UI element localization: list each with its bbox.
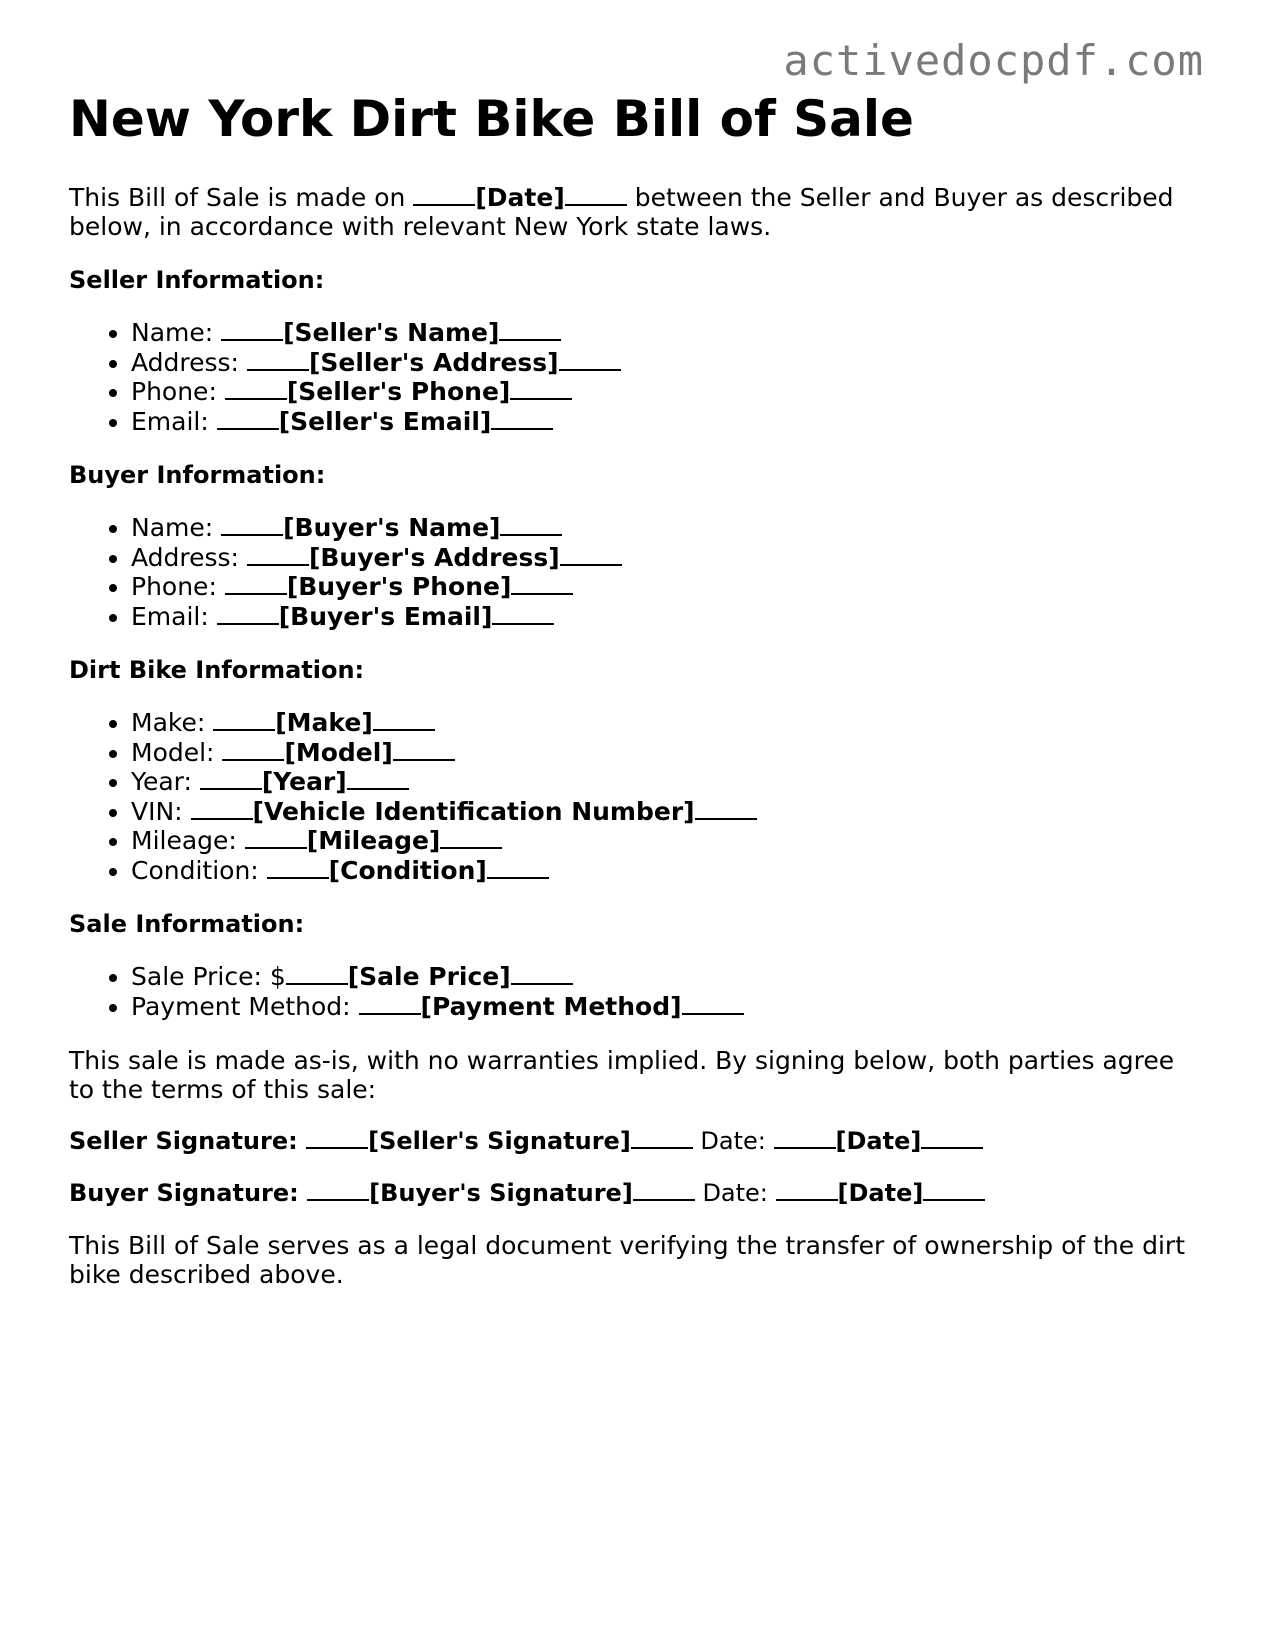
buyer-info-list (69, 513, 1199, 631)
list-item (131, 377, 1199, 407)
year-field: [Year] (261, 767, 347, 796)
blank-line (487, 876, 549, 879)
blank-line (565, 203, 627, 206)
buyer-signature-field: [Buyer's Signature] (369, 1179, 633, 1207)
blank-line (306, 1146, 368, 1149)
field-label: Phone: (131, 377, 225, 406)
field-label: Condition: (131, 855, 267, 885)
mileage-field: [Mileage] (306, 826, 441, 855)
buyer-phone-field: [Buyer's Phone] (286, 572, 512, 601)
blank-line (682, 1012, 744, 1015)
blank-line (200, 787, 262, 790)
model-field: [Model] (284, 737, 393, 767)
blank-line (347, 787, 409, 790)
list-item (131, 708, 1199, 738)
list-item (131, 572, 1199, 602)
list-item (131, 738, 1199, 768)
blank-line (221, 533, 283, 536)
intro-text-before: This Bill of Sale is made on (69, 183, 414, 212)
seller-info-list (69, 318, 1199, 436)
buyer-address-field: [Buyer's Address] (308, 542, 560, 572)
list-item (131, 513, 1199, 543)
blank-line (923, 1198, 985, 1201)
blank-line (373, 728, 435, 731)
bike-info-list (69, 708, 1199, 885)
as-is-notice: This sale is made as-is, with no warranties implied. By signing below, both parties agree to the terms of this sale: (69, 1046, 1175, 1104)
blank-line (510, 397, 572, 400)
buyer-info-heading: Buyer Information: (69, 461, 326, 489)
buyer-name-field: [Buyer's Name] (283, 513, 501, 542)
field-label: Address: (131, 347, 247, 377)
buyer-signature-label: Buyer Signature: (69, 1179, 308, 1207)
field-label: Make: (131, 708, 214, 737)
blank-line (921, 1146, 983, 1149)
date-label: Date: (692, 1127, 774, 1155)
blank-line (633, 1198, 695, 1201)
field-label: Email: (131, 406, 217, 436)
bike-info-heading: Dirt Bike Information: (69, 656, 365, 684)
field-label: Year: (131, 767, 200, 796)
blank-line (776, 1198, 838, 1201)
seller-date-field: [Date] (835, 1127, 922, 1155)
blank-line (511, 982, 573, 985)
blank-line (500, 533, 562, 536)
blank-line (247, 563, 309, 566)
intro-paragraph (69, 183, 1199, 241)
field-label: Sale Price: $ (131, 962, 286, 991)
sale-info-list (69, 962, 1199, 1021)
field-label: Name: (131, 513, 222, 542)
blank-line (393, 758, 455, 761)
list-item (131, 602, 1199, 632)
field-label: VIN: (131, 796, 191, 826)
buyer-email-field: [Buyer's Email] (278, 601, 493, 631)
list-item (131, 962, 1199, 992)
blank-line (440, 846, 502, 849)
seller-name-field: [Seller's Name] (283, 318, 500, 347)
blank-line (559, 368, 621, 371)
list-item (131, 856, 1199, 886)
blank-line (213, 728, 275, 731)
list-item (131, 543, 1199, 573)
blank-line (191, 817, 253, 820)
field-label: Payment Method: (131, 991, 359, 1021)
intro-text-after: between the Seller and Buyer as described below, in accordance with relevant New York state laws. (69, 183, 1174, 241)
list-item (131, 797, 1199, 827)
list-item (131, 348, 1199, 378)
payment-method-field: [Payment Method] (420, 991, 682, 1021)
blank-line (560, 563, 622, 566)
make-field: [Make] (275, 708, 373, 737)
blank-line (247, 368, 309, 371)
blank-line (225, 397, 287, 400)
blank-line (307, 1198, 369, 1201)
seller-email-field: [Seller's Email] (278, 406, 492, 436)
blank-line (491, 427, 553, 430)
blank-line (222, 758, 284, 761)
sale-price-field: [Sale Price] (347, 962, 511, 991)
blank-line (286, 982, 348, 985)
blank-line (774, 1146, 836, 1149)
list-item (131, 992, 1199, 1022)
closing-paragraph: This Bill of Sale serves as a legal document verifying the transfer of ownership of the dirt bike described above. (69, 1231, 1186, 1289)
vin-field: [Vehicle Identification Number] (252, 796, 695, 826)
condition-field: [Condition] (328, 855, 487, 885)
field-label: Name: (131, 318, 222, 347)
seller-signature-label: Seller Signature: (69, 1127, 307, 1155)
buyer-date-field: [Date] (837, 1179, 924, 1207)
date-field: [Date] (475, 183, 565, 212)
list-item (131, 318, 1199, 348)
blank-line (217, 622, 279, 625)
seller-signature-line (69, 1127, 1199, 1156)
field-label: Address: (131, 542, 247, 572)
buyer-signature-line (69, 1179, 1199, 1208)
list-item (131, 826, 1199, 856)
seller-info-heading: Seller Information: (69, 266, 325, 294)
seller-signature-field: [Seller's Signature] (368, 1127, 631, 1155)
list-item (131, 407, 1199, 437)
field-label: Model: (131, 737, 223, 767)
document-page (69, 88, 1199, 1289)
blank-line (695, 817, 757, 820)
blank-line (499, 338, 561, 341)
blank-line (359, 1012, 421, 1015)
watermark: activedocpdf.com (783, 36, 1204, 85)
blank-line (267, 876, 329, 879)
seller-phone-field: [Seller's Phone] (286, 377, 511, 406)
blank-line (217, 427, 279, 430)
list-item (131, 767, 1199, 797)
field-label: Mileage: (131, 826, 245, 855)
field-label: Phone: (131, 572, 225, 601)
blank-line (492, 622, 554, 625)
blank-line (631, 1146, 693, 1149)
date-label: Date: (694, 1179, 776, 1207)
blank-line (511, 592, 573, 595)
blank-line (221, 338, 283, 341)
seller-address-field: [Seller's Address] (308, 347, 559, 377)
blank-line (245, 846, 307, 849)
blank-line (225, 592, 287, 595)
page-title: New York Dirt Bike Bill of Sale (69, 90, 914, 148)
sale-info-heading: Sale Information: (69, 910, 305, 938)
field-label: Email: (131, 601, 217, 631)
blank-line (413, 203, 475, 206)
